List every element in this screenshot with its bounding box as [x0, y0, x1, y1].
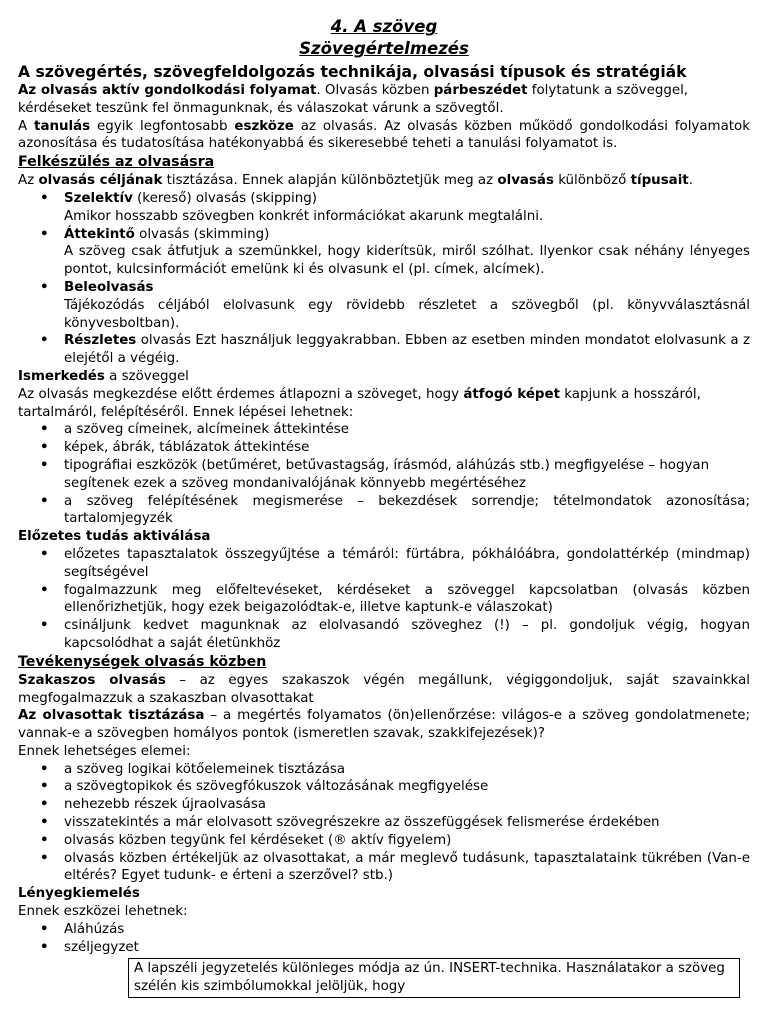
text: a szöveggel	[104, 368, 189, 384]
text: kapjunk a hosszáról, tartalmáról, felépítéséről. Ennek lépései lehetnek:	[18, 386, 701, 420]
bold-text: Részletes	[64, 333, 137, 349]
bold-text: átfogó képet	[463, 386, 560, 402]
bold-text: Az olvasottak tisztázása	[18, 708, 205, 724]
list-item: • csináljunk kedvet magunknak az elolvasandó szöveghez (!) – pl. gondoljuk végig, hogyan kapcsolódhat a saját életünkhöz	[18, 617, 750, 653]
text: olvasás (skimming)	[134, 226, 270, 242]
prior-knowledge-list	[18, 546, 750, 653]
text: egyik legfontosabb	[90, 118, 235, 134]
text: folytatunk a szöveggel, kérdéseket teszünk fel önmagunknak, és válaszokat várunk a szövegtől.	[18, 83, 689, 116]
acquaintance-paragraph	[18, 386, 750, 422]
acquaintance-list	[18, 421, 750, 528]
highlighting-list	[18, 921, 750, 957]
section-heading-during-reading: Tevékenységek olvasás közben	[18, 653, 267, 670]
highlighting-paragraph: Ennek eszközei lehetnek:	[18, 904, 188, 920]
during-paragraph-1	[18, 672, 750, 708]
text: különböző	[553, 173, 631, 189]
bold-text: olvasás céljának	[38, 173, 163, 189]
intro-paragraph-2	[18, 118, 750, 154]
bold-text: Szelektív	[64, 190, 133, 206]
text: – az egyes szakaszok végén megállunk, végiggondoljuk, saját szavainkkal megfogalmazzuk a szakaszban olvasottakat	[18, 672, 750, 706]
bold-text: olvasás	[497, 173, 554, 189]
text: olvasás Ezt használjuk leggyakrabban. Ebben az esetben minden mondatot elolvasunk a z elejétől a végéig.	[64, 333, 750, 367]
text: . Olvasás közben	[316, 83, 434, 98]
list-item: • a szöveg felépítésének megismerése – bekezdések sorrendje; tételmondatok azonosítása; tartalomjegyzék	[18, 493, 750, 529]
during-paragraph-3: Ennek lehetséges elemei:	[18, 743, 191, 759]
bold-text: típusait	[630, 173, 689, 189]
text: Az olvasás megkezdése előtt érdemes átlapozni a szöveget, hogy	[18, 386, 464, 402]
reading-types-list	[18, 190, 750, 368]
section-heading-acquaintance	[18, 368, 750, 386]
list-item: • a szöveg címeinek, alcímeinek áttekintése	[18, 421, 750, 439]
text: – a megértés folyamatos (ön)ellenőrzése: világos-e a szöveg gondolatmenete; vannak-e a szövegben homályos pontok (ismeretlen szavak, szakkifejezések)?	[18, 708, 750, 742]
list-item: • nehezebb részek újraolvasása	[18, 796, 750, 814]
main-heading: A szövegértés, szövegfeldolgozás technikája, olvasási típusok és stratégiák	[18, 63, 687, 81]
list-item: • Aláhúzás	[18, 921, 750, 939]
list-item: • tipográfiai eszközök (betűméret, betűvastagság, írásmód, aláhúzás stb.) megfigyelése – hogyan segítenek ezek a szöveg mondanivalójának könnyebb megértéséhez	[18, 457, 750, 493]
list-item: • olvasás közben tegyünk fel kérdéseket (® aktív figyelem)	[18, 832, 750, 850]
list-item: • a szöveg logikai kötőelemeinek tisztázása	[18, 761, 750, 779]
list-item: • előzetes tapasztalatok összegyűjtése a témáról: fürtábra, pókhálóábra, gondolattérkép (mindmap) segítségével	[18, 546, 750, 582]
bold-text: Áttekintő	[64, 226, 135, 242]
section-heading-highlighting: Lényegkiemelés	[18, 886, 140, 902]
item-description: Tájékozódás céljából elolvasunk egy rövidebb részletet a szövegből (pl. könyvválasztásnál könyvesboltban).	[64, 297, 750, 331]
bold-text: Ismerkedés	[18, 368, 105, 384]
insert-technique-box: A lapszéli jegyzetelés különleges módja az ún. INSERT-technika. Használatakor a szöveg szélén kis szimbólumokkal jelöljük, hogy	[128, 958, 740, 998]
document-page	[18, 0, 750, 998]
preparation-paragraph	[18, 172, 750, 190]
section-heading-preparation: Felkészülés az olvasásra	[18, 154, 215, 171]
bold-text: eszköze	[234, 118, 294, 134]
bold-text: tanulás	[34, 118, 91, 134]
list-item: • olvasás közben értékeljük az olvasottakat, a már meglevő tudásunk, tapasztalataink tükrében (Van-e eltérés? Egyet tudunk- e érteni a szerzővel? stb.)	[18, 850, 750, 886]
text: A	[18, 118, 35, 134]
item-description: Amikor hosszabb szövegben konkrét információkat akarunk megtalálni.	[64, 208, 544, 224]
chapter-title: 4. A szöveg	[330, 17, 438, 36]
list-item	[18, 332, 750, 368]
list-item	[18, 279, 750, 332]
intro-paragraph-1	[18, 82, 750, 118]
during-paragraph-2	[18, 707, 750, 743]
list-item: • visszatekintés a már elolvasott szövegrészekre az összefüggések felismerése érdekében	[18, 814, 750, 832]
item-description: A szöveg csak átfutjuk a szemünkkel, hogy kiderítsük, miről szólhat. Ilyenkor csak néhány lényeges pontot, kulcsinformációt emelünk ki és olvasunk el (pl. címek, alcímek).	[64, 244, 750, 278]
list-item: • széljegyzet	[18, 939, 750, 957]
bold-text: Beleolvasás	[64, 279, 154, 295]
bold-text: Szakaszos olvasás	[18, 672, 166, 688]
list-item	[18, 226, 750, 279]
section-heading-prior-knowledge: Előzetes tudás aktiválása	[18, 529, 211, 545]
bold-text: párbeszédet	[433, 83, 528, 98]
list-item: • a szövegtopikok és szövegfókuszok változásának megfigyelése	[18, 778, 750, 796]
bold-text: Az olvasás aktív gondolkodási folyamat	[18, 83, 317, 98]
text: az olvasás. Az olvasás közben működő gondolkodási folyamatok azonosítása és tudatosítása hatékonyabbá és sikeresebbé teheti a tanulási folyamatot is.	[18, 118, 750, 152]
text: .	[688, 173, 693, 189]
during-list	[18, 761, 750, 886]
list-item: • képek, ábrák, táblázatok áttekintése	[18, 439, 750, 457]
text: (kereső) olvasás (skipping)	[132, 190, 317, 206]
text: Az	[18, 173, 39, 189]
text: tisztázása. Ennek alapján különböztetjük meg az	[162, 173, 498, 189]
list-item: • fogalmazzunk meg előfeltevéseket, kérdéseket a szöveggel kapcsolatban (olvasás közben ellenőrizhetjük, hogy ezek beigazolódtak-e, illetve kaptunk-e válaszokat)	[18, 582, 750, 618]
chapter-subtitle: Szövegértelmezés	[299, 39, 469, 58]
list-item	[18, 190, 750, 226]
